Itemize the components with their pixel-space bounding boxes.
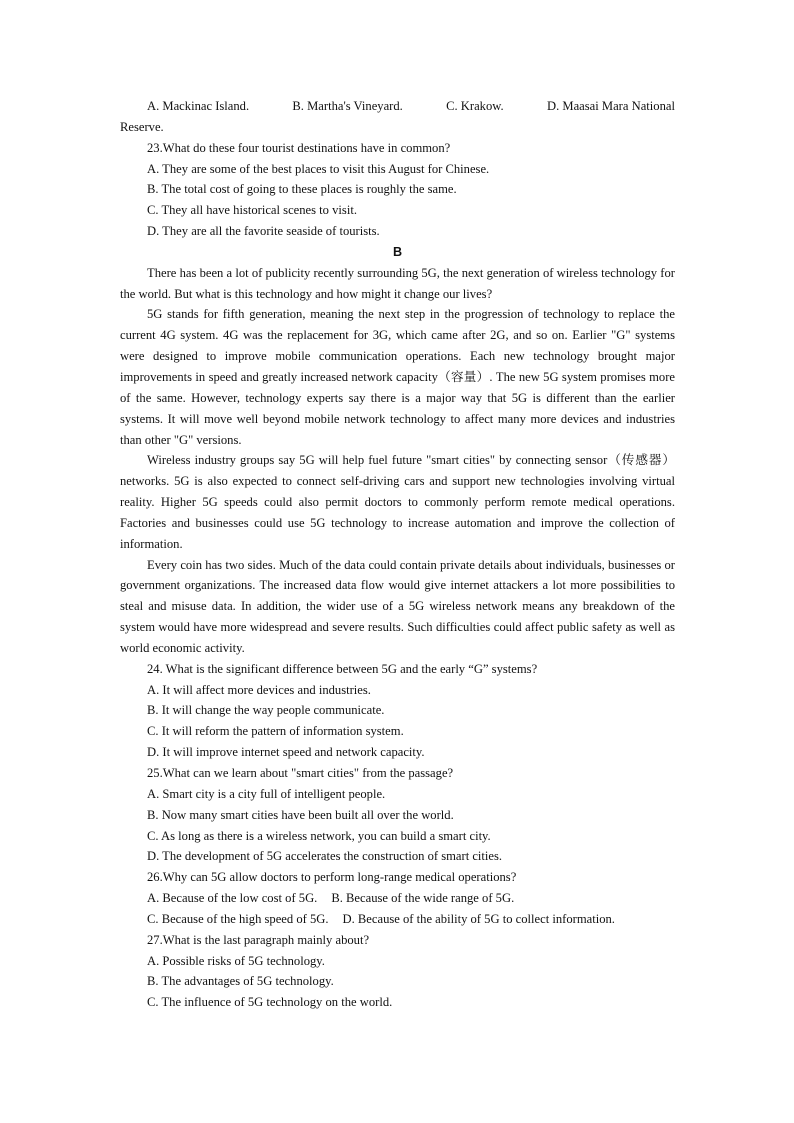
q27-stem: 27.What is the last paragraph mainly about?: [147, 932, 370, 947]
passage: [120, 263, 675, 659]
q23-option-b: B. The total cost of going to these places is roughly the same.: [147, 182, 457, 197]
q22-option-c: C. Krakow.: [446, 99, 504, 113]
q23-stem: 23.What do these four tourist destinations have in common?: [147, 140, 451, 155]
q23-option-d: D. They are all the favorite seaside of tourists.: [147, 224, 380, 239]
q26-stem: 26.Why can 5G allow doctors to perform long-range medical operations?: [147, 870, 517, 885]
passage-paragraph-2: 5G stands for fifth generation, meaning the next step in the progression of technology to replace the current 4G system. 4G was the replacement for 3G, which came after 2G, and so on. Earlier "G" systems were designed to improve mobile communication operations. Each new technology brought major improvements in speed and greatly increased network capacity（容量）. The new 5G system promises more of the same. However, technology experts say there is a major way that 5G is different than the earlier systems. It will move well beyond mobile network technology to affect many more devices and industries than other "G" versions.: [120, 307, 675, 447]
q27-option-a: A. Possible risks of 5G technology.: [147, 953, 325, 968]
q24-option-c: C. It will reform the pattern of information system.: [147, 724, 404, 739]
q24-option-a: A. It will affect more devices and industries.: [147, 682, 371, 697]
q26-option-b: B. Because of the wide range of 5G.: [331, 891, 515, 906]
q24-option-d: D. It will improve internet speed and network capacity.: [147, 745, 425, 760]
passage-paragraph-4: Every coin has two sides. Much of the data could contain private details about individuals, businesses or government organizations. The increased data flow would give internet attackers a lot more possibilities to steal and misuse data. In addition, the wider use of a 5G wireless network means any breakdown of the system would have more widespread and severe results. Such difficulties could affect public safety as well as world economic activity.: [120, 557, 675, 655]
q26-options-row-2: [120, 909, 675, 930]
q26-option-a: A. Because of the low cost of 5G.: [147, 891, 318, 906]
q22-options: [120, 96, 675, 117]
q25-option-b: B. Now many smart cities have been built all over the world.: [147, 807, 454, 822]
q25-option-a: A. Smart city is a city full of intelligent people.: [147, 786, 386, 801]
q23-option-c: C. They all have historical scenes to visit.: [147, 203, 357, 218]
q27-option-b: B. The advantages of 5G technology.: [147, 974, 334, 989]
q23-option-a: A. They are some of the best places to visit this August for Chinese.: [147, 161, 490, 176]
section-b-heading: B: [392, 244, 403, 259]
exam-page: [120, 96, 675, 1013]
q22-option-a: A. Mackinac Island.: [147, 99, 250, 113]
q22-option-d: D. Maasai Mara National: [546, 99, 675, 113]
q25-stem: 25.What can we learn about "smart cities" from the passage?: [147, 766, 454, 780]
q26-options-row-1: [120, 888, 675, 909]
q24-stem: 24. What is the significant difference between 5G and the early “G” systems?: [147, 661, 538, 676]
q26-option-c: C. Because of the high speed of 5G.: [147, 911, 329, 926]
q26-option-d: D. Because of the ability of 5G to collect information.: [342, 911, 615, 926]
passage-paragraph-1: There has been a lot of publicity recently surrounding 5G, the next generation of wireless technology for the world. But what is this technology and how might it change our lives?: [120, 265, 675, 301]
q25-option-d: D. The development of 5G accelerates the construction of smart cities.: [147, 849, 503, 864]
q24-option-b: B. It will change the way people communicate.: [147, 703, 385, 718]
q22-option-b: B. Martha's Vineyard.: [292, 99, 403, 113]
q22-option-wrap: Reserve.: [120, 119, 164, 134]
q27-option-c: C. The influence of 5G technology on the world.: [147, 995, 393, 1010]
passage-paragraph-3: Wireless industry groups say 5G will help fuel future "smart cities" by connecting sensor（传感器） networks. 5G is also expected to connect self-driving cars and support new technologies involving virtual reality. Higher 5G speeds could also permit doctors to commonly perform remote medical operations. Factories and businesses could use 5G technology to increase automation and improve the collection of information.: [120, 453, 675, 551]
q25-option-c: C. As long as there is a wireless network, you can build a smart city.: [147, 828, 491, 843]
